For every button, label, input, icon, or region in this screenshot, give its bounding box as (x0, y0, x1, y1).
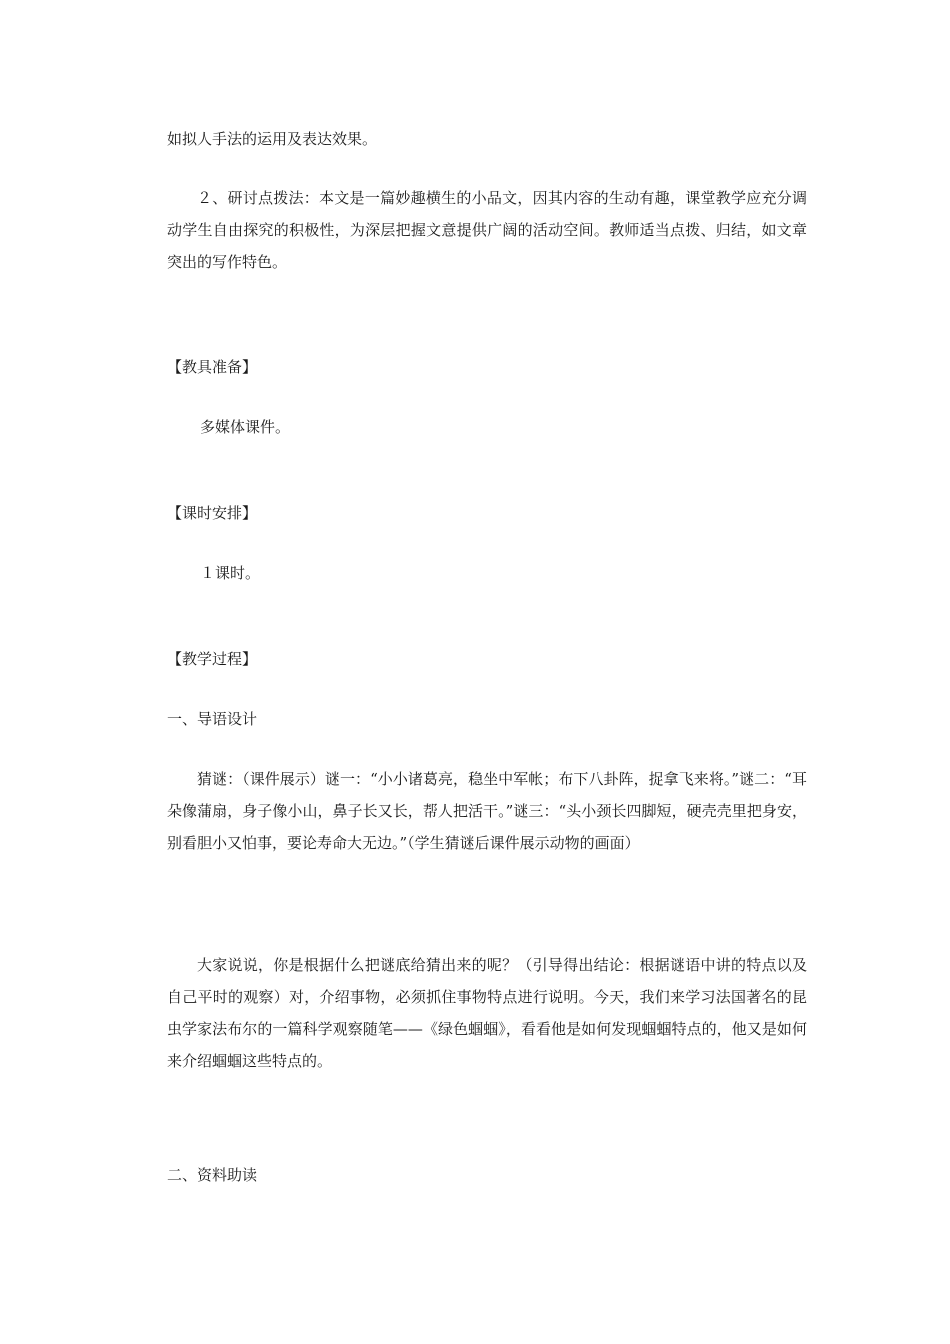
section-2-title: 二、资料助读 (167, 1166, 258, 1184)
tools-heading: 【教具准备】 (167, 358, 258, 376)
schedule-heading: 【课时安排】 (167, 504, 258, 522)
process-heading: 【教学过程】 (167, 650, 258, 668)
schedule-text: １课时。 (200, 564, 261, 582)
section-1-title: 一、导语设计 (167, 710, 258, 728)
riddle-paragraph: 猜谜：（课件展示）谜一：“小小诸葛亮，稳坐中军帐；布下八卦阵，捉拿飞来将。”谜二：“耳朵像蒲扇，身子像小山，鼻子长又长，帮人把活干。”谜三：“头小颈长四脚短，硬壳壳里把身安，别看胆小又怕事，要论寿命大无边。”（学生猜谜后课件展示动物的画面） (167, 770, 807, 852)
method-2-paragraph: ２、研讨点拨法：本文是一篇妙趣横生的小品文，因其内容的生动有趣，课堂教学应充分调动学生自由探究的积极性，为深层把握文意提供广阔的活动空间。教师适当点拨、归结，如文章突出的写作特色。 (167, 189, 807, 271)
tools-text: 多媒体课件。 (200, 418, 291, 436)
intro-tail-text: 如拟人手法的运用及表达效果。 (167, 130, 378, 148)
discussion-paragraph: 大家说说，你是根据什么把谜底给猜出来的呢？（引导得出结论：根据谜语中讲的特点以及自己平时的观察）对，介绍事物，必须抓住事物特点进行说明。今天，我们来学习法国著名的昆虫学家法布尔的一篇科学观察随笔——《绿色蝈蝈》，看看他是如何发现蝈蝈特点的，他又是如何来介绍蝈蝈这些特点的。 (167, 956, 807, 1070)
